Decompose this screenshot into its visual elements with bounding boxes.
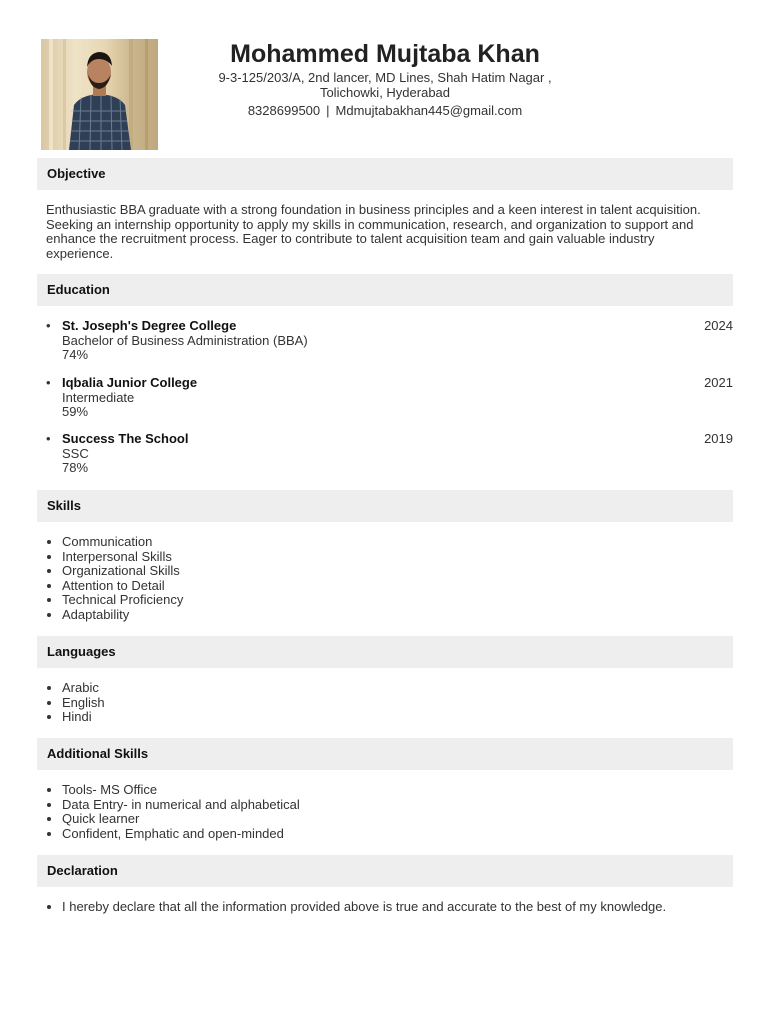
education-item [46, 319, 733, 363]
additional-skills-list [46, 783, 749, 841]
school-name: Success The School [62, 431, 189, 446]
address-line-2: Tolichowki, Hyderabad [319, 84, 451, 100]
languages-list [46, 681, 749, 725]
section-heading-languages: Languages [37, 636, 733, 668]
score: 78% [62, 460, 89, 475]
declaration-list [46, 900, 749, 915]
list-item: • Tools- MS Office [62, 783, 749, 798]
list-item: • Quick learner [62, 812, 749, 827]
list-item: • Confident, Emphatic and open-minded [62, 827, 749, 842]
section-heading-education: Education [37, 274, 733, 306]
bullet: • [46, 318, 51, 333]
year: 2019 [704, 431, 733, 446]
section-heading-declaration: Declaration [37, 855, 733, 887]
year: 2024 [704, 318, 733, 333]
score: 74% [62, 347, 89, 362]
school-name: St. Joseph's Degree College [62, 318, 237, 333]
score: 59% [62, 404, 89, 419]
degree: SSC [62, 445, 89, 461]
resume-header [170, 38, 600, 119]
phone-number: 8328699500 [247, 103, 321, 118]
year: 2021 [704, 375, 733, 390]
bullet: • [46, 375, 51, 390]
profile-photo [41, 39, 158, 150]
address [170, 71, 600, 100]
school-name: Iqbalia Junior College [62, 375, 198, 390]
list-item: • I hereby declare that all the information provided above is true and accurate to the best of my knowledge. [62, 900, 749, 915]
contact-separator: | [326, 103, 330, 118]
degree: Intermediate [62, 389, 135, 405]
degree: Bachelor of Business Administration (BBA) [62, 332, 308, 348]
list-item: • Hindi [62, 710, 749, 725]
list-item: • Interpersonal Skills [62, 550, 749, 565]
education-item [46, 376, 733, 420]
list-item: • Technical Proficiency [62, 593, 749, 608]
list-item: • Adaptability [62, 608, 749, 623]
education-item [46, 432, 733, 476]
list-item: • Communication [62, 535, 749, 550]
objective-text: Enthusiastic BBA graduate with a strong foundation in business principles and a keen interest in talent acquisition. Seeking an internship opportunity to apply my skills in communication, research, and organization to support and enhance the recruitment process. Eager to contribute to talent acquisition team and gain valuable industry experience. [46, 202, 701, 261]
email-address: Mdmujtabakhan445@gmail.com [335, 103, 523, 118]
list-item: • English [62, 696, 749, 711]
address-line-1: 9-3-125/203/A, 2nd lancer, MD Lines, Shah Hatim Nagar , [218, 70, 552, 85]
candidate-name: Mohammed Mujtaba Khan [230, 40, 540, 68]
list-item: • Arabic [62, 681, 749, 696]
bullet: • [46, 431, 51, 446]
list-item: • Organizational Skills [62, 564, 749, 579]
list-item: • Attention to Detail [62, 579, 749, 594]
skills-list [46, 535, 749, 622]
section-heading-skills: Skills [37, 490, 733, 522]
section-heading-additional-skills: Additional Skills [37, 738, 733, 770]
contact-line [170, 103, 600, 119]
section-heading-objective: Objective [37, 158, 733, 190]
list-item: • Data Entry- in numerical and alphabetical [62, 798, 749, 813]
